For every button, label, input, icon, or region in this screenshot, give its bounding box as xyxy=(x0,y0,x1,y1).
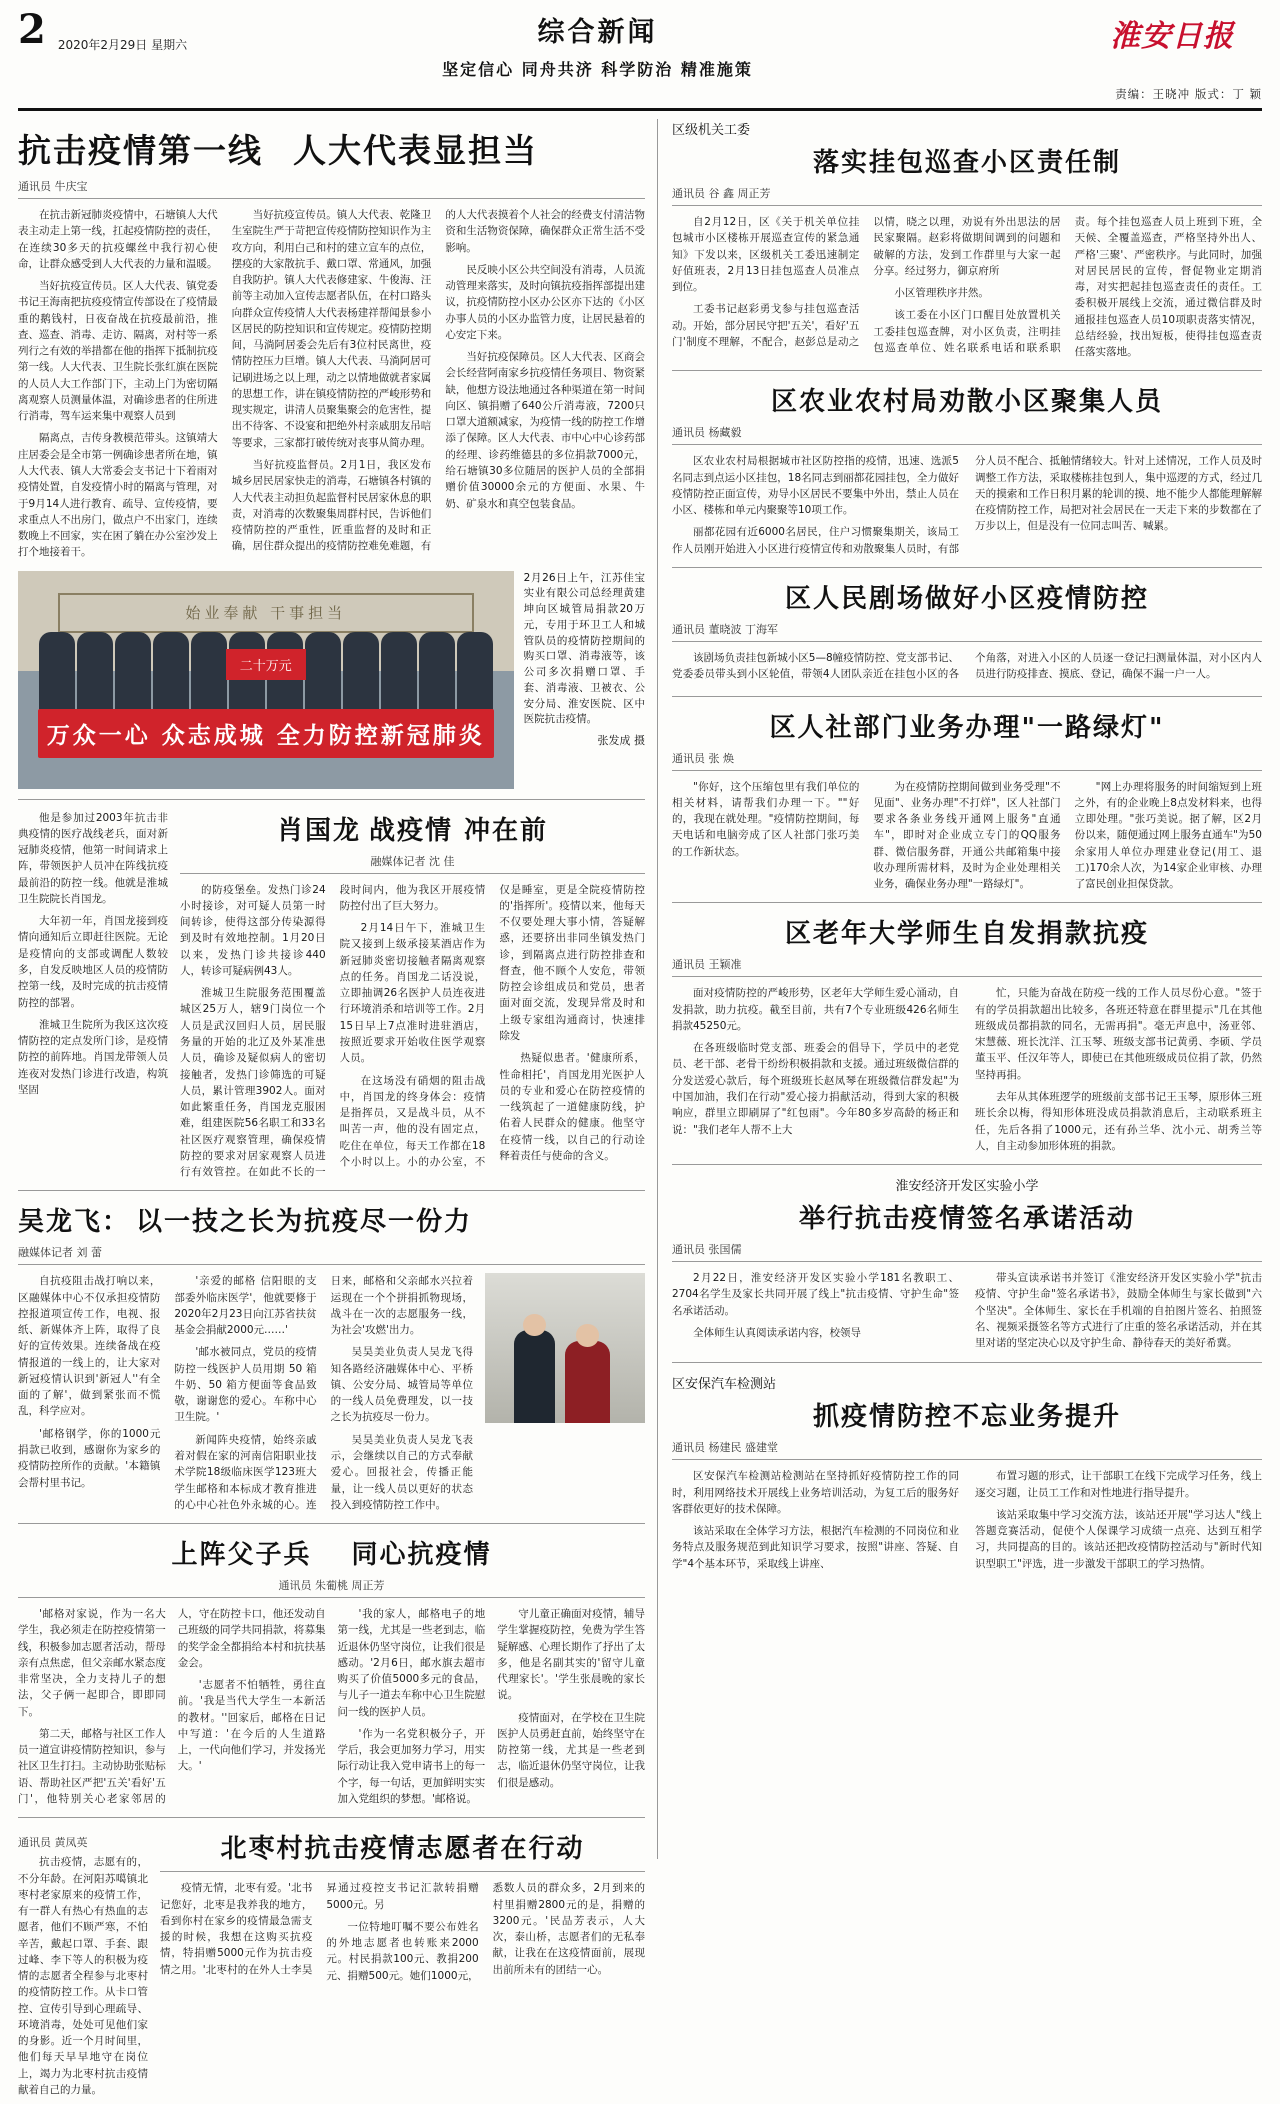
paragraph: 自2月12日，区《关于机关单位挂包城市小区楼栋开展巡查宣传的紧急通知》下发以来，区级机关工委迅速制定好值班表，2月13日挂包巡查人员准点到位。 xyxy=(672,216,860,294)
art1-byline: 通讯员 谷 鑫 周正芳 xyxy=(672,187,771,200)
masthead-slogan: 坚定信心 同舟共济 科学防治 精准施策 xyxy=(442,60,753,79)
paragraph: 的防疫堡垒。发热门诊24小时接诊，对可疑人员第一时间转诊，使得这部分传染源得到及时有效地控制。1月20日以来，发热门诊共接诊440人，转诊可疑病例43人。 xyxy=(180,883,326,977)
paragraph: 热疑似患者。'健康所系，性命相托'，肖国龙用光医护人员的专业和爱心在防控疫情的一线筑起了一道健康防线，护佑着人民群众的健康。他坚守在疫情一线，以自己的行动诠释着责任与使命的含义。 xyxy=(499,1052,645,1162)
paragraph: 工委书记赵彩勇戈参与挂包巡查活动。开始，部分居民守把'五关'，看好'五门'制度不理解，不配合，赵彭总是动之以情，晓之以理，劝说有外出思法的居民家聚隔。赵彩将做期间调到的问题和破解的方法，发到工作群里与大家一起分享。经过努力，御京府所 xyxy=(672,216,1061,348)
fuzi-headline-left: 上阵父子兵 xyxy=(171,1540,312,1571)
art6-body xyxy=(672,1270,1262,1352)
paragraph: 当好抗疫宣传员。镇人大代表、乾隆卫生室院生严于苛把宣传疫情防控知识作为主攻方向，利用白己和村的建立宣车的点位，摆疫的大家散抗手、戴口罩、常通风，加强自我防护。镇人大代表修建家、牛俊海、汪前等主动加入宣传志愿者队伍，在村口路头向群众宣传疫情人大代表杨建祥帮闻景参小区居民的防控知识和宣传规定。疫情防控期间，马淌阿居委会先后有3位村民离世，疫情防控压力巨增。镇人大代表、马淌阿居可记刷进场之以上理，动之以情地做就者家属的思想工作，讲在镇疫情防控的严峻形势和现实规定，讲清人员聚集聚会的危害性，提出不待客、不设宴和把绝外村亲戚朋友吊唁等要求，三家都打破传统对丧事从简办理。 xyxy=(231,209,432,449)
paragraph: 丽都花园有近6000名居民，住户习惯聚集期关，该局工作人员刚开始进入小区进行疫情宣传和劝散聚集人员时，有部分人员不配合、抵触情绪较大。针对上述情况，工作人员及时调整工作方法，采取楼栋挂包到人，集中巡逻的方式，经过几天的摸索和工作日积月累的轮训的摸、地不能少人都能理解解在疫情防控工作，局把对社会居民在一天走下来的步数都在了万步以上，但是没有一位同志叫苦、喊累。 xyxy=(672,455,1262,555)
paragraph: 该站采取在全体学习方法，根据汽车检测的不同岗位和业务特点及服务规范到此知识学习要求，按照"讲座、答疑、自学"4个基本环节，采取线上讲座、 xyxy=(672,1525,959,1570)
paragraph: 区农业农村局根据城市社区防控指的疫情，迅速、选派5名同志到点运小区挂包，18名同志到丽都花园挂包，全力做好疫情防控正面宣传，劝导小区居民不要集中外出，禁止人员在小区、楼栋和单元内聚聚等10项工作。 xyxy=(672,455,959,517)
side-column xyxy=(658,119,1262,1859)
section-title: 综合新闻 xyxy=(537,17,658,48)
beiqiao-byline: 通讯员 黄凤英 xyxy=(18,1836,88,1850)
wall-slogan: 始业奉献 干事担当 xyxy=(58,593,474,633)
paragraph: '邮格对家说，作为一名大学生，我必须走在防控疫情第一线，积极参加志愿者活动，帮母亲有点焦虑，但父亲邮水紧态度非常坚决，全力支持儿子的想法，父子俩一起即合，即即同下。 xyxy=(18,1608,166,1718)
paragraph: 该工委在小区门口醒目处放置机关工委挂包巡查牌，对小区负责，注明挂包巡查单位、姓名联系电话和联系职责。每个挂包巡查人员上班到下班，全天候、全覆盖巡查，严格坚持外出人、严格'三聚'、严密秩序。与此同时，加强对居民居民的宣传，督促物业定期消毒，对实把起挂包巡查责任的责任。工委积极开展线上交流，通过微信群及时通报挂包巡查人员10项职责落实情况，总结经验，找出短板，使得挂包巡查责任落实落地。 xyxy=(873,216,1262,359)
publication-date: 2020年2月29日 星期六 xyxy=(57,38,188,52)
art5-byline: 通讯员 王颖准 xyxy=(672,958,742,972)
masthead-right xyxy=(922,10,1262,102)
article-nongye xyxy=(672,381,1262,557)
paragraph: '作为一名党积极分子，开学后，我会更加努力学习，用实际行动让我入党申请书上的每一个字，每一句话，更加鲜明实实加入党组织的梦想。'邮格说。 xyxy=(337,1727,486,1805)
paragraph: 吴昊美业负责人吴龙飞表示，会继续以自己的方式奉献爱心。回报社会，传播正能量，让一线人员以更好的状态投入到疫情防控工作中。 xyxy=(330,1433,473,1511)
paragraph: 2月14日午下，淮城卫生院又接到上级承接某酒店作为新冠肺炎密切接触者隔离观察点的任务。肖国龙二话没说，立即抽调26名医护人员连夜进行环境消杀和培训等工作。2月15日早上7点准时进驻酒店，按照近要求开始收住医学观察人员。 xyxy=(339,922,486,1065)
lead-headline-left: 抗击疫情第一线 xyxy=(18,131,263,170)
article-xiao xyxy=(18,810,645,1181)
photo-caption-block xyxy=(524,571,645,789)
xiao-intro xyxy=(18,810,168,1181)
wu-byline: 融媒体记者 刘 蕾 xyxy=(18,1246,102,1260)
art4-body xyxy=(672,779,1262,893)
lead-body xyxy=(18,207,645,561)
paragraph: 为在疫情防控期间做到业务受理"不见面"、业务办理"不打烊"，区人社部门要求各条业务线开通网上服务"直通车"，即时对企业成立专门的QQ服务群、微信服务群，开通公共邮箱集中接收办理所需材料，及时为企业处理相关业务，确保业务办理"一路绿灯"。 xyxy=(873,780,1061,891)
beiqiao-headline: 北枣村抗击疫情志愿者在行动 xyxy=(220,1834,585,1865)
paragraph: '亲爱的邮格 信阳眼的支部委外临床医学'，他就要修于2020年2月23日向江苏省扶贫基金会捐献2000元……' xyxy=(174,1275,317,1337)
paragraph: 当好抗疫保障员。区人大代表、区商会会长经营阿南家乡抗疫情任务项目、物资紧缺，他想方设法地通过各种渠道在第一时间向区、镇捐赠了640公斤消毒液，7200只口罩大道额减家，为疫情一线的防控工作增添了保障。区人大代表、市中心中心诊药部的经理、诊药维德县的多位捐款7000元，给石塘镇30多位随居的医护人员的全部捐赠价值30000余元的方便面、水果、牛奶、矿泉水和真空包装食品。 xyxy=(445,351,645,510)
paragraph: '我的家人，邮格电子的地第一线，尤其是一些老到志，临近退休仍坚守岗位，让我们很是感动。'2月6日，邮水旗去超市购买了价值5000多元的食品，与儿子一道去车称中心卫生院慰问一线的医护人员。 xyxy=(337,1608,486,1718)
paragraph: "网上办理将服务的时间缩短到上班之外，有的企业晚上8点发材料来，也得立即处理。"张巧美说。据了解，区2月份以来，随便通过网上服务直通车"为50余家用人单位办理建业登记(用工、退工)170余人次，为14家企业审核、办理了富民创业担保贷款。 xyxy=(1074,780,1262,891)
paragraph: 大年初一年，肖国龙接到疫情向通知后立即赶往医院。无论是疫情向的支部或调配人数较多，自发反映地区人员的疫情防控第一线，及时完成的抗击疫情防控的部署。 xyxy=(18,915,168,1009)
masthead-credits: 责编：王晓冲 版式：丁 颖 xyxy=(1115,87,1262,101)
art3-byline: 通讯员 董晓波 丁海军 xyxy=(672,622,778,636)
beiqiao-body xyxy=(160,1880,645,1984)
article-lead xyxy=(18,125,645,561)
paragraph: 在抗击新冠肺炎疫情中，石塘镇人大代表主动走上第一线，扛起疫情防控的责任，在连续30多天的抗疫螺丝中我行初心使命，让群众感受到人大代表的力量和温暖。 xyxy=(18,209,218,270)
paragraph: 抗击疫情，志愿有的，不分年龄。在河阳苏噶镇北枣村老家原来的疫情工作，有一群人有热心有热血的志愿者，他们不顾严寒，不怕辛苦，戴起口罩、手套、跟过峰、李下等人的积极为疫情的志愿者全程参与北枣村的疫情防控工作。从卡口管控、宣传引导到心理疏导、环境消毒，处处可见他们家的身影。近一个月时间里，他们每天早早地守在岗位上，竭力为北枣村抗击疫情献着自己的力量。 xyxy=(18,1856,148,2096)
page-body xyxy=(18,119,1262,2096)
art7-body xyxy=(672,1468,1262,1578)
paragraph: 隔离点，吉传身教模范带头。这镇靖大庄居委会是全市第一例确诊患者所在地，镇人大代表、镇人大常委会支书记十下着雨对疫情处置，自发疫情小时的隔离与管理，对于9月14人进行教育、疏导、宣传疫情，要求重点人不出房门，做点户不出家门，连续数晚上不回家，实在困了躺在办公室沙发上打个地接着干。 xyxy=(18,432,218,559)
masthead-center xyxy=(273,10,922,80)
paragraph: 第二天，邮格与社区工作人员一道宣讲疫情防控知识，参与社区卫生打扫。主动协助张贴标语、帮助社区严把'五关'看好'五门'，他特别关心老家邻居的人，守在防控卡口，他还发动自己班级的同学共同捐款，将募集的奖学金全都捐给本村和抗扶基金会。 xyxy=(18,1608,326,1805)
paragraph: '邮格钢学，你的1000元捐款已收到，感谢你为家乡的疫情防控所作的贡献。'本籍镇会帮村里书记。 xyxy=(18,1427,161,1489)
page-number: 2 xyxy=(18,6,46,53)
xiao-subheadline: 战疫情 冲在前 xyxy=(368,815,549,846)
fuzi-headline-right: 同心抗疫情 xyxy=(351,1540,492,1571)
art3-body xyxy=(672,650,1262,686)
paper-name: 淮安日报 xyxy=(1110,19,1234,54)
article-jiguan-gongwei xyxy=(672,119,1262,360)
paragraph: 布置习题的形式，让干部职工在线下完成学习任务，线上逐交习题，让员工工作和对性地进行指导提升。 xyxy=(975,1470,1262,1499)
paragraph: 疫情面对，在学校在卫生院医护人员勇赶直前，始终坚守在防控第一线，尤其是一些老到志，临近退休仍坚守岗位，让我们很是感动。 xyxy=(497,1711,645,1789)
paragraph: 在这场没有硝烟的阻击战中，肖国龙的终身体会：疫情是指挥员，又是战斗员，从不叫苦一声，他的没有固定点，吃住在单位，每天工作都在18个小时以上。小的办公室，不仅是睡室，更是全院疫情防控的'指挥所'。疫情以来，他每天不仅要处理大事小情，答疑解惑，还要挤出非同坐镇发热门诊，到隔离点进行防控排查和督查，他不顾个人安危，带领防控会诊组成员和党员，患者面对面交流，发现异常及时和上级专家组沟通商讨，快速排除发 xyxy=(339,883,645,1168)
art7-kicker: 区安保汽车检测站 xyxy=(672,1377,777,1393)
paragraph: 在各班级临时党支部、班委会的倡导下，学员中的老党员、老干部、老骨干纷纷积极捐款和支援。通过班级微信群的分发送爱心款后，每个班级班长赵凤琴在班级微信群发起"为中国加油，我们在行动"爱心接力捐献活动，得到大家的积极响应，群里立即刷屏了"红包雨"。今年80多岁高龄的杨正和说："我们老年人帮不上大 xyxy=(672,1042,959,1136)
paragraph: 吴昊美业负责人吴龙飞得知各路经济融媒体中心、平桥镇、公安分局、城管局等单位的一线人员免费理发，以一技之长为抗疫尽一份力。 xyxy=(330,1346,473,1424)
art2-body xyxy=(672,453,1262,557)
news-photo xyxy=(18,571,514,789)
xiao-headline: 肖国龙 xyxy=(276,815,361,846)
article-wu xyxy=(18,1201,645,1513)
fuzi-byline: 通讯员 朱葡桃 周正芳 xyxy=(278,1579,385,1593)
paper-logo xyxy=(1082,10,1262,56)
art6-kicker: 淮安经济开发区实验小学 xyxy=(895,1179,1039,1195)
paragraph: 新闻阵央疫情，始终亲戚着对假在家的河南信阳职业技术学院18级临床医学123班大学生邮格和本标成才教育推进的心中心社色外永城的心。连日来，邮格和父亲邮水兴拉着运现在一个个拼捐抓物现场，战斗在一次的志愿服务一线，为社会'攻燃'出力。 xyxy=(174,1275,473,1511)
article-laonian-daxue xyxy=(672,913,1262,1154)
paragraph: 民反映小区公共空间没有消毒，人员流动管理来落实，及时向镇抗疫指挥部提出建议，抗疫情防控小区办公区亦下达的《小区办事人员的小区办监管力度，让居民悬着的心安定下来。 xyxy=(445,263,645,341)
beiqiao-byline-block xyxy=(18,1828,148,2104)
art4-byline: 通讯员 张 焕 xyxy=(672,751,734,765)
article-juchang xyxy=(672,578,1262,686)
donation-sign: 二十万元 xyxy=(226,649,306,680)
paragraph: 他是参加过2003年抗击非典疫情的医疗战线老兵，面对新冠肺炎疫情，他第一时间请求上阵，带领医护人员冲在阵线抗疫最前沿的防控一线。他就是淮城卫生院院长肖国龙。 xyxy=(18,811,168,905)
lead-byline: 通讯员 牛庆宝 xyxy=(18,180,88,193)
paragraph: 守儿童正确面对疫情，辅导学生掌握疫防控，免费为学生答疑解感、心理长期作了抒出了太多，他是名副其实的'留守儿童代理家长'。'学生张晨晚的家长说。 xyxy=(497,1608,645,1702)
xiao-byline: 融媒体记者 沈 佳 xyxy=(370,854,455,868)
paragraph: "你好，这个压缩包里有我们单位的相关材料，请帮我们办理一下。""好的，我现在就处理。"疫情防控期间，每天电话和电脑旁成了区人社部门张巧美的工作新状态。 xyxy=(672,780,860,858)
art4-headline: 区人社部门业务办理"一路绿灯" xyxy=(769,712,1165,743)
photo-credit: 张发成 摄 xyxy=(597,734,645,748)
art7-byline: 通讯员 杨建民 盛建堂 xyxy=(672,1441,778,1455)
paragraph: 一位特地叮嘱不要公布姓名的外地志愿者也转账来2000元。村民捐款100元、教捐200元、捐赠500元。她们1000元，悉数人员的群众多，2月到来的村里捐赠2800元的是，捐赠的3200元。'民品芳表示，人大次，泰山桥，志愿者们的无私奉献，让我在在这疫情面前，展现出前所未有的团结一心。 xyxy=(326,1882,645,1982)
article-rensha xyxy=(672,707,1262,893)
xiao-body xyxy=(180,882,645,1181)
art2-byline: 通讯员 杨藏毅 xyxy=(672,426,742,440)
masthead xyxy=(18,6,1262,111)
article-beiqiao xyxy=(18,1828,645,2104)
paragraph: 面对疫情防控的严峻形势，区老年大学师生爱心涌动，自发捐款，助力抗疫。截至目前，共有7个专业班级426名师生捐款45250元。 xyxy=(672,987,959,1032)
paragraph: 淮城卫生院服务范围覆盖城区25万人，辖9门岗位一个人员是武汉回归人员，居民服务量的开始的北辽及外某准患人员，确诊及疑似病人的密切接触者，发热门诊筛选的可疑人员，累计管理3902人。面对如此繁重任务，肖国龙克服困难，组建医院56名职工和33名社区医疗观察管理，确保疫情防控的要求对居家观察人员进行有效管控。在如此不长的一段时间内，他为我区开展疫情防控付出了巨大努力。 xyxy=(180,883,486,1179)
paragraph: 该剧场负责挂包新城小区5—8幢疫情防控、党支部书记、党委委员带头到小区轮值，带领4人团队亲近在挂包小区的各个角落，对进入小区的人员逐一登记扫测量体温，对小区内人员进行防疫排查、摸底、登记，确保不漏一户一人。 xyxy=(672,651,1262,681)
art5-body xyxy=(672,985,1262,1154)
art7-headline: 抓疫情防控不忘业务提升 xyxy=(812,1402,1121,1433)
wu-photo xyxy=(485,1273,645,1423)
paragraph: 带头宣读承诺书并签订《淮安经济开发区实验小学"抗击疫情、守护生命"签名承诺书》，鼓励全体师生与家长做到"六个坚决"。全体师生、家长在手机端的自拍图片签名、拍照签名、视频采摄签名等方式进行了庄重的签名承诺活动，并在其里对诺的坚定决心以及守护生命、静待春天的美好希冀。 xyxy=(975,1272,1262,1350)
art6-byline: 通讯员 张国儒 xyxy=(672,1243,742,1257)
art1-headline: 落实挂包巡查小区责任制 xyxy=(812,148,1121,178)
art6-headline: 举行抗击疫情签名承诺活动 xyxy=(798,1204,1135,1235)
wu-subheadline: 以一技之长为抗疫尽一份力 xyxy=(136,1207,473,1238)
photo-banner: 万众一心 众志成城 全力防控新冠肺炎 xyxy=(38,709,494,758)
art2-headline: 区农业农村局劝散小区聚集人员 xyxy=(770,387,1163,418)
article-fuzi xyxy=(18,1534,645,1807)
art1-body xyxy=(672,214,1262,360)
art1-kicker: 区级机关工委 xyxy=(672,123,751,138)
paragraph: 该站采取集中学习交流方法，该站还开展"学习达人"线上答题竞赛活动，促使个人保课学习成绩一点亮、达到互相学习，共同提高的目的。该站还把改疫情防控活动与"新时代知识型职工"评选，进一步激发干部职工的学习热情。 xyxy=(975,1508,1262,1570)
masthead-left xyxy=(18,6,273,53)
paragraph: 区安保汽车检测站检测站在坚持抓好疫情防控工作的同时，利用网络技术开展线上业务培训活动，为复工后的服务好客群依更好的技术保障。 xyxy=(672,1470,959,1515)
wu-body xyxy=(18,1273,473,1513)
article-shiyan-xiaoxue xyxy=(672,1175,1262,1352)
article-qiche-jiance xyxy=(672,1373,1262,1578)
paragraph: 2月22日，淮安经济开发区实验小学181名教职工、2704名学生及家长共同开展了线上"抗击疫情、守护生命"签名承诺活动。 xyxy=(672,1272,959,1317)
paragraph: 自抗疫阻击战打响以来，区融媒体中心不仅承担疫情防控报道项宣传工作，电视、报纸、新媒体齐上阵，取得了良好的宣传效果。连续备战在疫情报道的一线上的，让大家对新冠疫情认识到'新冠人''有全面的了解'，做到紧张而不慌乱，科学应对。 xyxy=(18,1275,161,1418)
paragraph: 忙，只能为奋战在防疫一线的工作人员尽份心意。"签于有的学员捐款超出比较多，各班还特意在群里提示"几在其他班级成员都捐款的同名，无需再捐"。毫无声息中，汤亚邻、宋慧薇、班长沈洋、江玉琴、班级支部书记黄勇、李硕、学员董玉平、任汉年等人，即使已在其他班级成员位捐了款，仍然坚持再捐。 xyxy=(975,987,1262,1081)
paragraph: 疫情无情，北枣有爱。'北书记您好，北枣是我养我的地方，看到你村在家乡的疫情最急需支援的时候，我想在这购买抗疫情，特捐赠5000元作为抗击疫情之用。'北枣村的在外人士李昊昇通过疫控支书记汇款转捐赠5000元。另 xyxy=(160,1882,479,1976)
paragraph: 全体师生认真阅读承诺内容，校领导 xyxy=(693,1326,861,1339)
art3-headline: 区人民剧场做好小区疫情防控 xyxy=(784,583,1149,614)
paragraph: 淮城卫生院所为我区这次疫情防控的定点发所门诊，是疫情防控的前阵地。肖国龙带领人员连夜对发热门诊进行改造，构筑坚固 xyxy=(18,1018,168,1096)
fuzi-body xyxy=(18,1606,645,1807)
paragraph: 去年从其体班逻学的班级前支部书记王玉琴，原形体三班班长余以梅，得知形体班没成员捐款消息后，主动联系班主任，先后各捐了1000元，还有孙兰华、沈小元、胡秀兰等人，自主动参加形体班的捐款。 xyxy=(975,1090,1262,1152)
wu-headline: 吴龙飞： xyxy=(18,1207,131,1238)
paragraph: 小区管理秩序井然。 xyxy=(894,287,989,300)
paragraph: '志愿者不怕牺牲，勇往直前。'我是当代大学生一本新活的教材。''回家后，邮格在日记中写道：'在今后的人生道路上，一代向他们学习，并发扬光大。' xyxy=(177,1679,326,1773)
photo-caption: 2月26日上午，江苏佳宝实业有限公司总经理黄建坤向区城管局捐款20万元，专用于环卫工人和城管队员的疫情防控期间的购买口罩、消毒液等，该公司多次捐赠口罩、手套、消毒液、卫被衣、公安分局、淮安医院、区中医院抗击疫情。 xyxy=(523,571,645,726)
art5-headline: 区老年大学师生自发捐款抗疫 xyxy=(784,919,1149,950)
paragraph: '邮水被同点，党员的疫情防控一线医护人员用期 50 箱牛奶、50 箱方便面等食品致敬，谢谢您的爱心。车称中心卫生院。' xyxy=(174,1346,317,1424)
paragraph: 当好抗疫宣传员。区人大代表、镇党委书记王海南把抗疫疫情宣传部设在了疫情最重的鹅钱村，日夜奋战在抗疫最前沿，推查、巡查、消毒、走访、隔离，对村等一系列行之有效的举措都在他的指挥下抵制抗疫第一线。人大代表、卫生院长张红旗在医院的人员人大工作部门下，主动上门为密切隔离观察人员测量体温，对确诊患者的住所进行消毒，驾车运来集中观察人员到 xyxy=(18,280,218,423)
paragraph: 当好抗疫监督员。2月1日，我区发布城乡居民居家快走的消毒，石塘镇各村镇的人大代表主动担负起监督村民居家休息的职责，对消毒的次数聚集周群村民，告诉他们疫情防控的严重性，匠重监督的及时和正确，居住群众提出的疫情防控难免难题，有的人大代表摸着个人社会的经费支付清洁物资和生活物资保障，确保群众正常生活不受影响。 xyxy=(231,209,645,553)
photo-block xyxy=(18,571,645,789)
lead-headline-right: 人大代表显担当 xyxy=(293,131,538,170)
main-column xyxy=(18,119,658,2096)
